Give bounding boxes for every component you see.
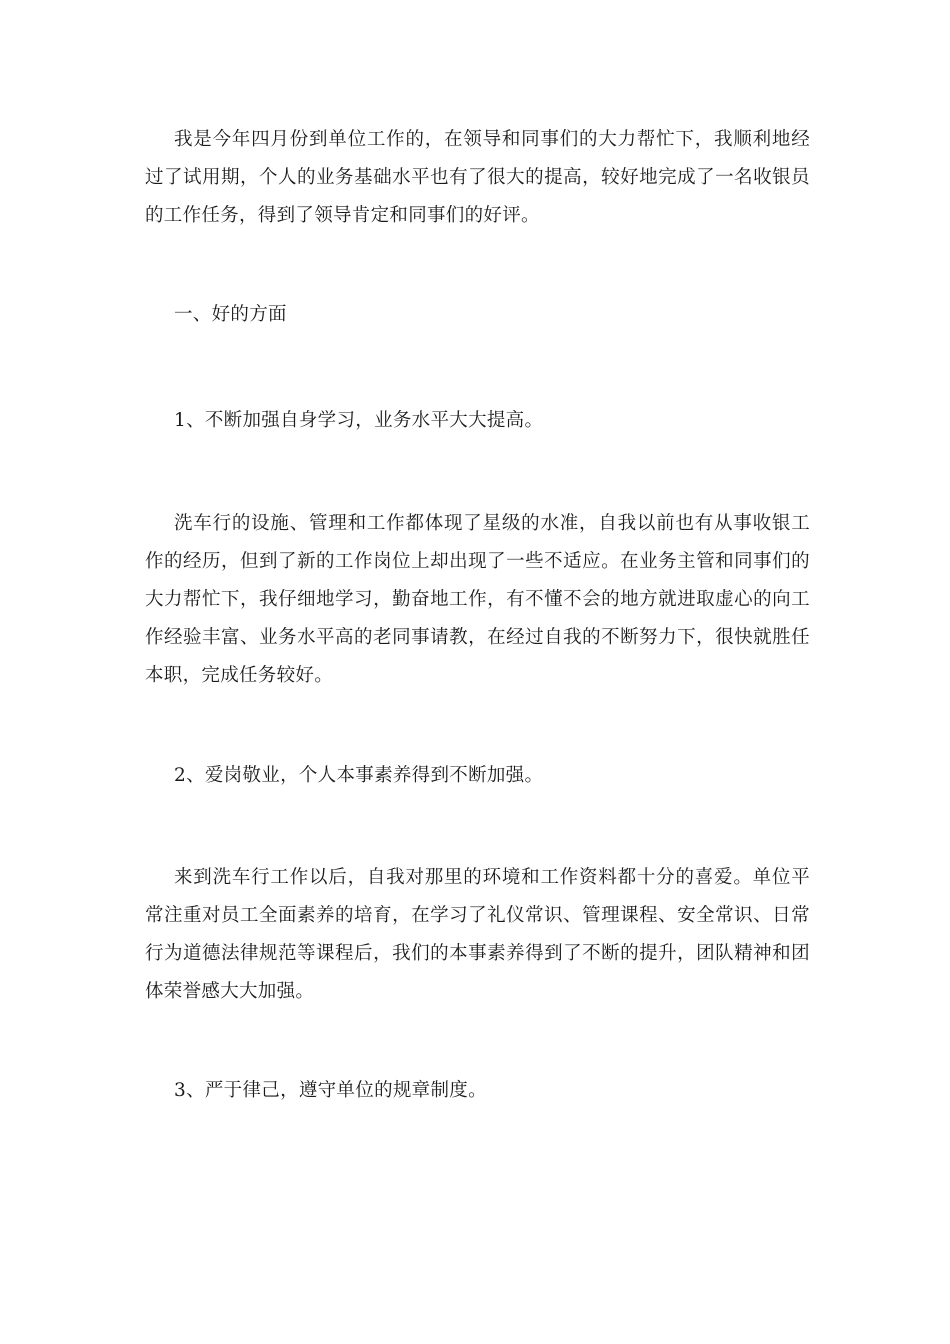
item-3-heading: 3、严于律己，遵守单位的规章制度。 <box>174 1080 487 1101</box>
item-2-heading: 2、爱岗敬业，个人本事素养得到不断加强。 <box>174 765 544 786</box>
item-1-heading: 1、不断加强自身学习，业务水平大大提高。 <box>174 410 544 431</box>
item-2-paragraph: 来到洗车行工作以后，自我对那里的环境和工作资料都十分的喜爱。单位平常注重对员工全面素养的培育，在学习了礼仪常识、管理课程、安全常识、日常行为道德法律规范等课程后，我们的本事素养得到了不断的提升，团队精神和团体荣誉感大大加强。 <box>145 867 810 1002</box>
item-1-paragraph: 洗车行的设施、管理和工作都体现了星级的水准，自我以前也有从事收银工作的经历，但到了新的工作岗位上却出现了一些不适应。在业务主管和同事们的大力帮忙下，我仔细地学习，勤奋地工作，有不懂不会的地方就进取虚心的向工作经验丰富、业务水平高的老同事请教，在经过自我的不断努力下，很快就胜任本职，完成任务较好。 <box>145 513 810 686</box>
section-heading: 一、好的方面 <box>174 304 287 325</box>
intro-paragraph: 我是今年四月份到单位工作的，在领导和同事们的大力帮忙下，我顺利地经过了试用期，个人的业务基础水平也有了很大的提高，较好地完成了一名收银员的工作任务，得到了领导肯定和同事们的好评。 <box>145 129 810 226</box>
